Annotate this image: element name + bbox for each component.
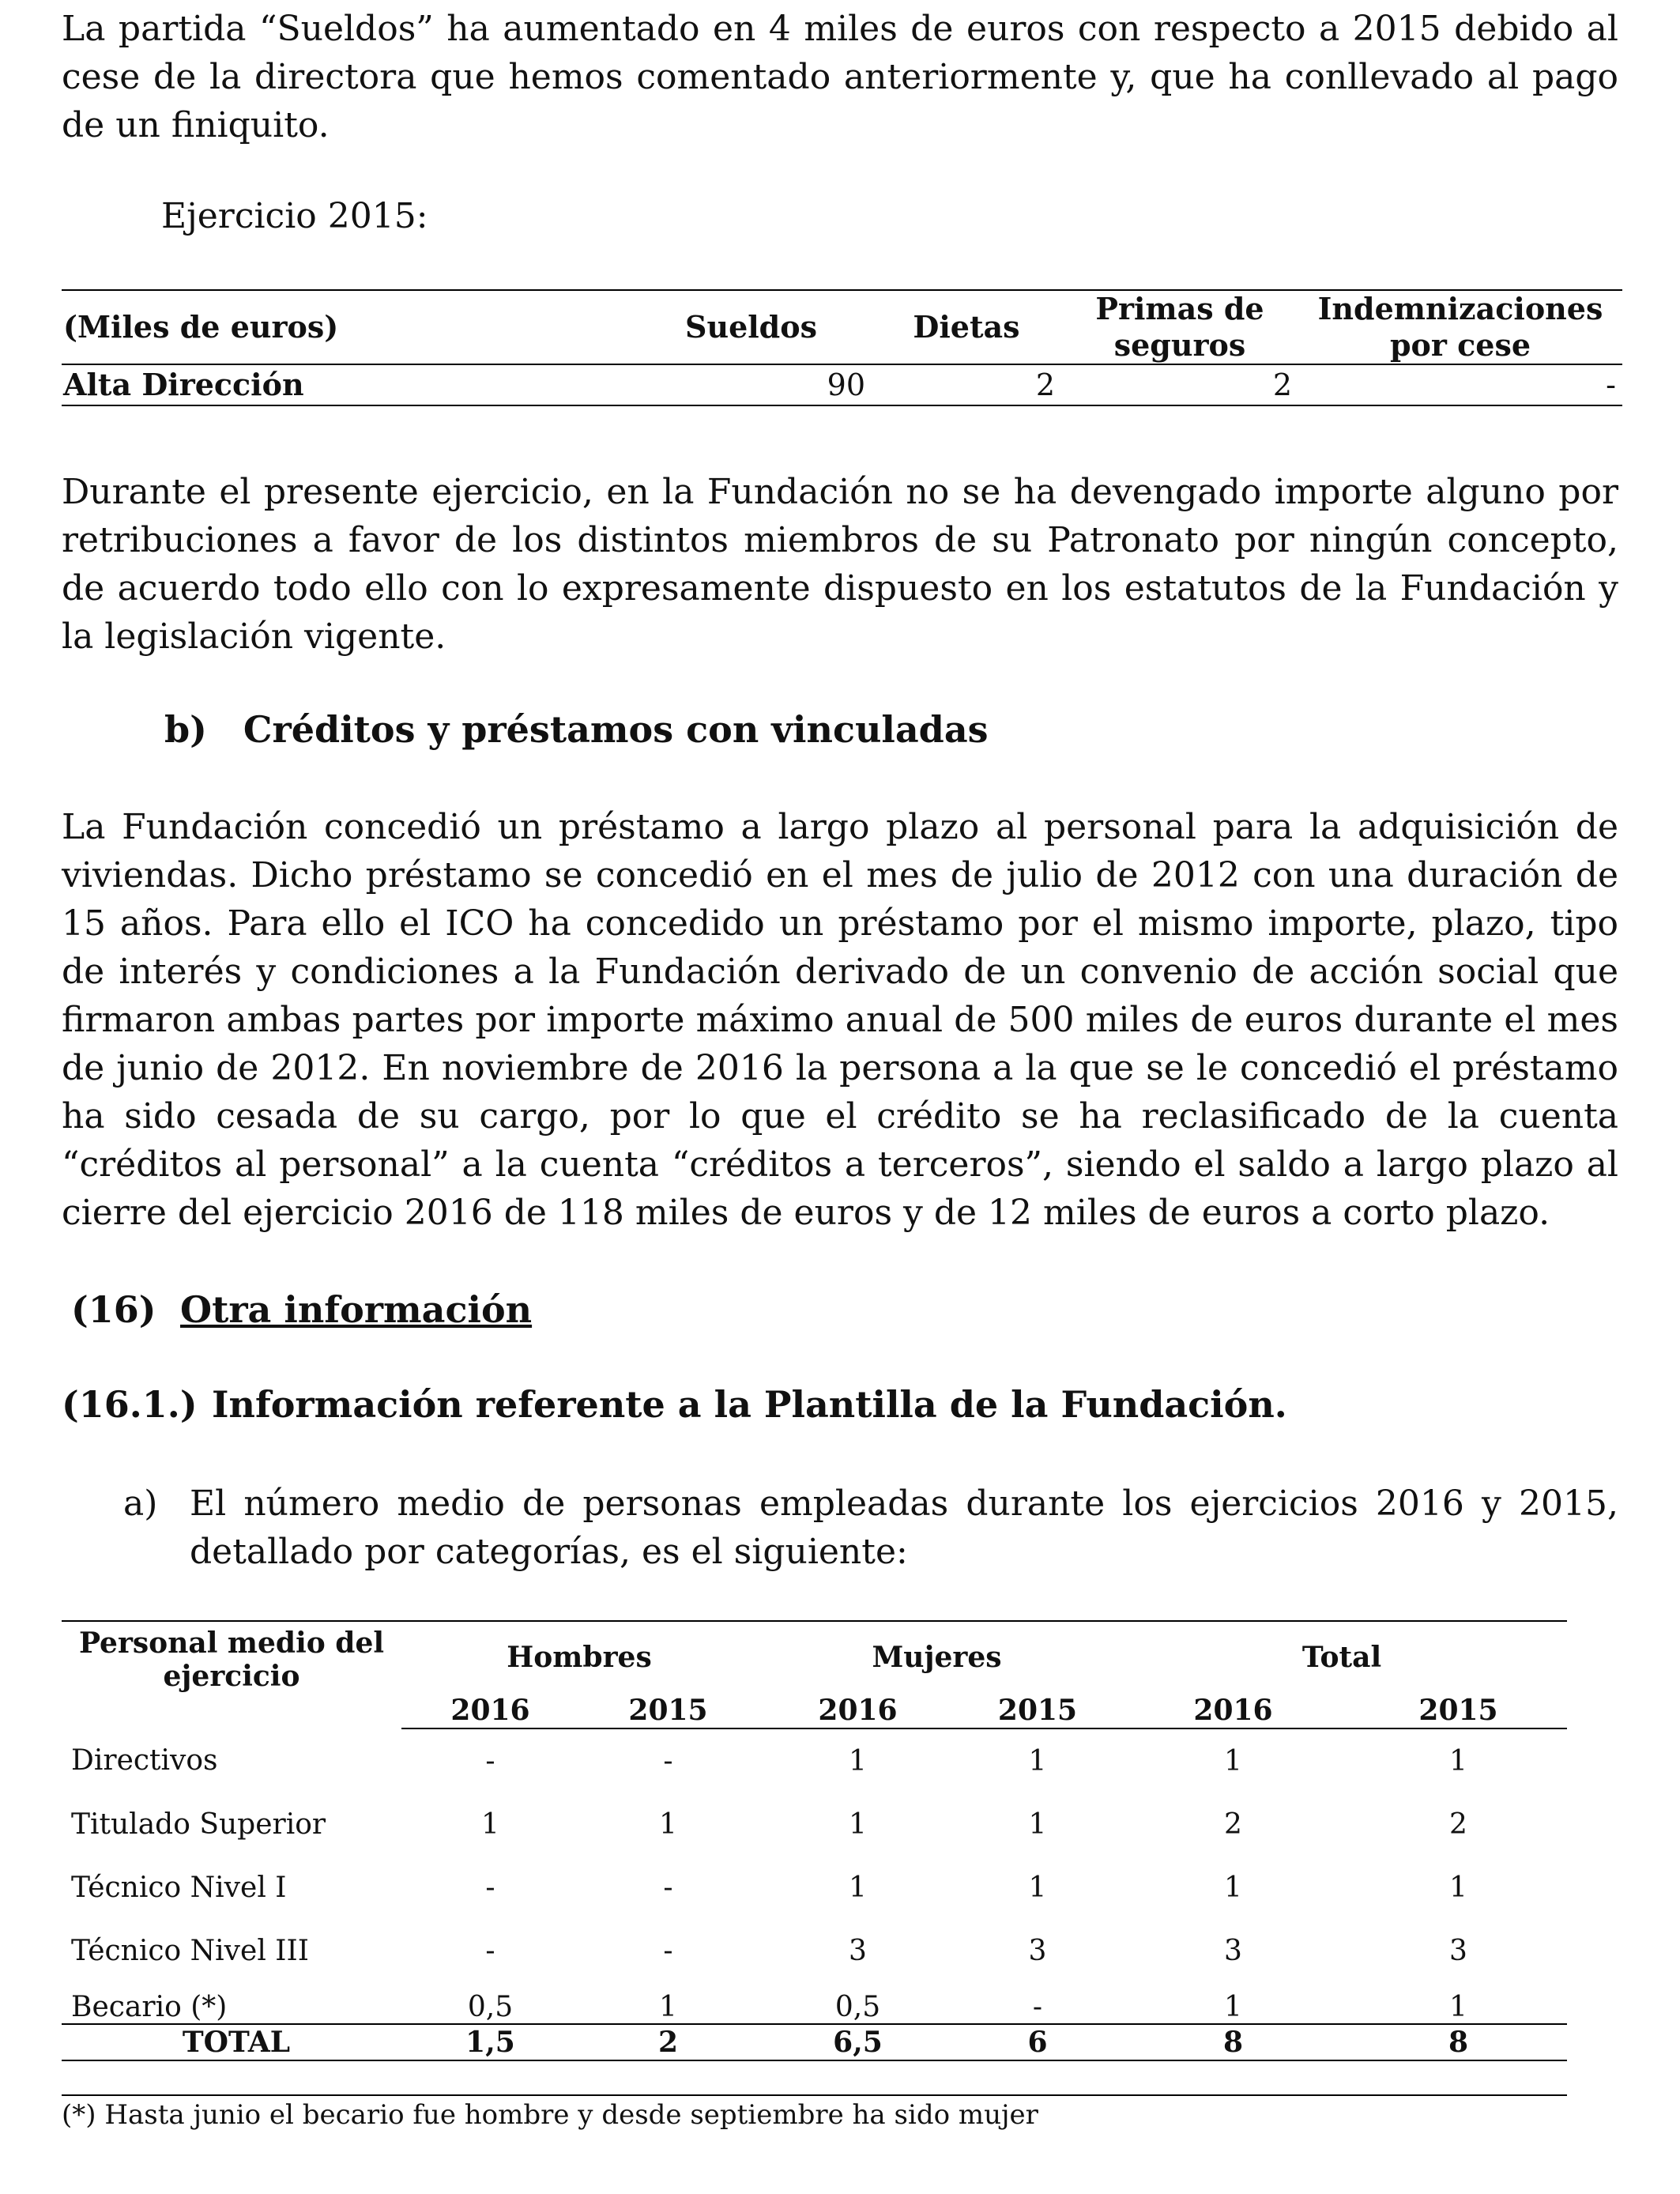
table-cell: -: [663, 1871, 673, 1904]
header-personal-medio: Personal medio del ejercicio: [62, 1621, 401, 1728]
paragraph-a-text: El número medio de personas empleadas durante los ejercicios 2016 y 2015, detallado por categorías, es el siguiente:: [190, 1483, 1618, 1572]
header-primas-de-seguros: Primas de seguros: [1095, 291, 1264, 363]
table-cell: 1: [1224, 1991, 1242, 2023]
table-cell: 1: [1028, 1808, 1047, 1841]
value-dietas: 2: [1035, 368, 1055, 402]
value-sueldos: 90: [827, 368, 865, 402]
table-cell: 1: [1449, 1991, 1467, 2023]
table-cell: 1: [659, 1991, 677, 2023]
header-mujeres: Mujeres: [757, 1621, 1117, 1693]
header-sueldos: Sueldos: [685, 309, 817, 345]
value-primas: 2: [1272, 368, 1292, 402]
category-label: Técnico Nivel III: [71, 1934, 309, 1967]
value-indemnizaciones: -: [1606, 368, 1616, 402]
year-header: 2015: [1350, 1693, 1567, 1728]
table-cell: -: [485, 1744, 495, 1777]
year-header: 2015: [959, 1693, 1117, 1728]
header-hombres: Hombres: [401, 1621, 757, 1693]
category-label: Titulado Superior: [71, 1808, 326, 1841]
table-cell: 1: [1224, 1871, 1242, 1904]
table-cell: 1: [659, 1808, 677, 1841]
heading-creditos-prestamos: b) Créditos y préstamos con vinculadas: [164, 708, 989, 751]
table-cell: 3: [1028, 1934, 1047, 1967]
ejercicio-label: Ejercicio 2015:: [161, 196, 428, 236]
table-cell: -: [485, 1934, 495, 1967]
total-cell: 8: [1117, 2024, 1350, 2060]
section-title: Otra información: [180, 1288, 533, 1331]
table-cell: 1: [1028, 1871, 1047, 1904]
year-header: 2016: [401, 1693, 579, 1728]
table-cell: 0,5: [834, 1991, 881, 2023]
table-cell: 2: [1449, 1808, 1467, 1841]
table-cell: 1: [1449, 1744, 1467, 1777]
table-cell: 3: [849, 1934, 867, 1967]
total-cell: 2: [579, 2024, 757, 2060]
total-cell: 8: [1350, 2024, 1567, 2060]
table-cell: -: [485, 1871, 495, 1904]
table-cell: 1: [849, 1744, 867, 1777]
table-cell: -: [1032, 1991, 1043, 2023]
subsection-heading-16-1: [62, 1383, 1287, 1426]
table-row: [62, 1728, 1567, 1793]
total-label: TOTAL: [62, 2024, 401, 2060]
paragraph-patronato: Durante el presente ejercicio, en la Fundación no se ha devengado importe alguno por retribuciones a favor de los distintos miembros de su Patronato por ningún concepto, de acuerdo todo ello con lo expresamente dispuesto en los estatutos de la Fundación y la legislación vigente.: [62, 472, 1618, 657]
header-total: Total: [1117, 1621, 1567, 1693]
subsection-title: Información referente a la Plantilla de la Fundación.: [212, 1383, 1287, 1426]
table-row: [62, 1856, 1567, 1919]
paragraph-a: [123, 1480, 1618, 1576]
total-row: [62, 2024, 1567, 2060]
table-cell: 0,5: [467, 1991, 514, 2023]
year-header: 2016: [1117, 1693, 1350, 1728]
table-cell: 1: [1224, 1744, 1242, 1777]
header-dietas: Dietas: [913, 309, 1020, 345]
table-row: [62, 1793, 1567, 1856]
table-cell: 1: [1449, 1871, 1467, 1904]
header-miles-de-euros: (Miles de euros): [63, 309, 339, 345]
section-number: (16): [71, 1288, 156, 1331]
year-header: 2015: [579, 1693, 757, 1728]
table-row: [62, 1982, 1567, 2024]
alta-direccion-table: [62, 289, 1622, 406]
section-heading-16: [71, 1288, 532, 1331]
subsection-number: (16.1.): [62, 1383, 198, 1426]
table-cell: 1: [481, 1808, 499, 1841]
paragraph-prestamo: La Fundación concedió un préstamo a largo plazo al personal para la adquisición de viviendas. Dicho préstamo se concedió en el mes de julio de 2012 con una duración de 15 años. Para ello el ICO ha concedido un préstamo por el mismo importe, plazo, tipo de interés y condiciones a la Fundación derivado de un convenio de acción social que firmaron ambas partes por importe máximo anual de 500 miles de euros durante el mes de junio de 2012. En noviembre de 2016 la persona a la que se le concedió el préstamo ha sido cesada de su cargo, por lo que el crédito se ha reclasificado de la cuenta “créditos al personal” a la cuenta “créditos a terceros”, siendo el saldo a largo plazo al cierre del ejercicio 2016 de 118 miles de euros y de 12 miles de euros a corto plazo.: [62, 807, 1618, 1233]
total-cell: 6,5: [757, 2024, 959, 2060]
category-label: Directivos: [71, 1744, 218, 1777]
list-marker: a): [123, 1483, 158, 1524]
header-indemnizaciones: Indemnizaciones por cese: [1317, 291, 1603, 363]
total-cell: 1,5: [401, 2024, 579, 2060]
table-cell: 1: [849, 1808, 867, 1841]
row-label: Alta Dirección: [63, 367, 304, 402]
personal-medio-table: [62, 1620, 1567, 2061]
footnote: (*) Hasta junio el becario fue hombre y desde septiembre ha sido mujer: [62, 2099, 1038, 2131]
category-label: Técnico Nivel I: [71, 1871, 287, 1904]
table-cell: 2: [1224, 1808, 1242, 1841]
table-row: [62, 1919, 1567, 1982]
year-header: 2016: [757, 1693, 959, 1728]
table-cell: 3: [1449, 1934, 1467, 1967]
table-cell: 1: [1028, 1744, 1047, 1777]
table-cell: 3: [1224, 1934, 1242, 1967]
total-cell: 6: [959, 2024, 1117, 2060]
table-cell: -: [663, 1744, 673, 1777]
paragraph-sueldos: La partida “Sueldos” ha aumentado en 4 miles de euros con respecto a 2015 debido al cese de la directora que hemos comentado anteriormente y, que ha conllevado al pago de un finiquito.: [62, 9, 1618, 145]
footnote-divider: [62, 2094, 1567, 2096]
table-cell: 1: [849, 1871, 867, 1904]
table-row: [62, 364, 1622, 405]
table-cell: -: [663, 1934, 673, 1967]
category-label: Becario (*): [71, 1991, 228, 2023]
